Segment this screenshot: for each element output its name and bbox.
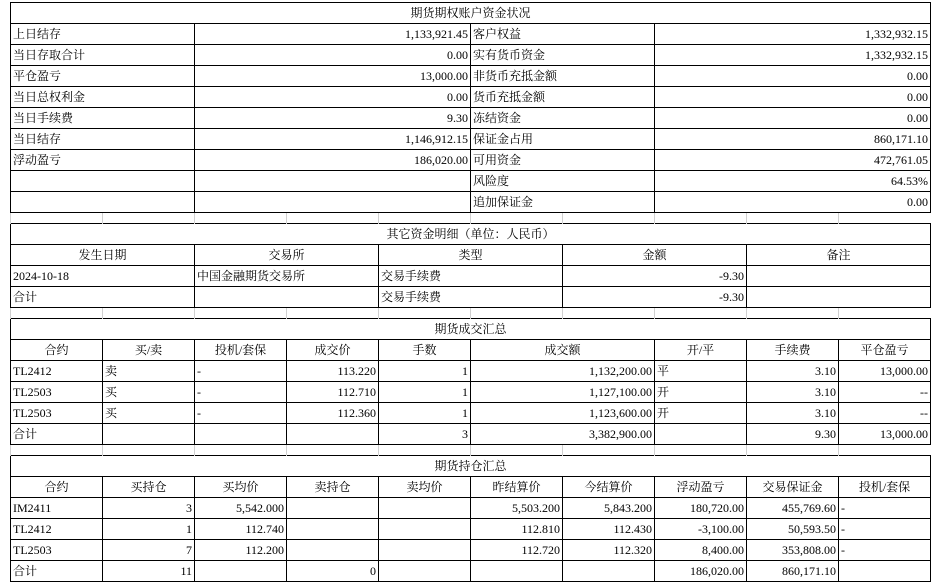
trade-lots: 1 xyxy=(379,361,471,382)
pos-sell-avg xyxy=(379,561,471,582)
pos-buy-avg: 112.200 xyxy=(195,540,287,561)
pos-margin: 50,593.50 xyxy=(747,519,839,540)
pos-buy-qty: 11 xyxy=(103,561,195,582)
trade-hedge: - xyxy=(195,403,287,424)
pos-buy-qty: 1 xyxy=(103,519,195,540)
pos-buy-avg: 5,542.000 xyxy=(195,498,287,519)
account-left-value: 1,146,912.15 xyxy=(195,129,471,150)
header-side: 买/卖 xyxy=(103,340,195,361)
account-left-value: 0.00 xyxy=(195,87,471,108)
pos-contract: 合计 xyxy=(11,561,103,582)
pos-sell-avg xyxy=(379,498,471,519)
other-exchange: 中国金融期货交易所 xyxy=(195,266,379,287)
pos-buy-avg: 112.740 xyxy=(195,519,287,540)
pos-float-pnl: -3,100.00 xyxy=(655,519,747,540)
header-fee: 手续费 xyxy=(747,340,839,361)
pos-buy-qty: 7 xyxy=(103,540,195,561)
other-funds-title-row xyxy=(11,224,931,245)
pos-header: 卖持仓 xyxy=(287,477,379,498)
trade-contract: TL2412 xyxy=(11,361,103,382)
header-date: 发生日期 xyxy=(11,245,195,266)
account-title-row xyxy=(11,3,931,24)
account-right-label: 风险度 xyxy=(471,171,655,192)
pos-sell-qty xyxy=(287,498,379,519)
header-contract: 合约 xyxy=(11,340,103,361)
trade-fee: 3.10 xyxy=(747,361,839,382)
account-row xyxy=(11,171,931,192)
trade-close-pnl: -- xyxy=(839,382,931,403)
account-row xyxy=(11,45,931,66)
trades-header-row xyxy=(11,340,931,361)
pos-today-settle xyxy=(563,561,655,582)
pos-header: 浮动盈亏 xyxy=(655,477,747,498)
pos-sell-qty xyxy=(287,519,379,540)
other-type: 交易手续费 xyxy=(379,266,563,287)
pos-float-pnl: 180,720.00 xyxy=(655,498,747,519)
trade-open-close xyxy=(655,424,747,445)
section-gap xyxy=(11,445,931,456)
account-left-label: 当日存取合计 xyxy=(11,45,195,66)
pos-sell-avg xyxy=(379,519,471,540)
trade-fee: 3.10 xyxy=(747,403,839,424)
account-title: 期货期权账户资金状况 xyxy=(11,3,931,24)
header-type: 类型 xyxy=(379,245,563,266)
account-right-label: 追加保证金 xyxy=(471,192,655,213)
pos-header: 交易保证金 xyxy=(747,477,839,498)
account-left-value: 1,133,921.45 xyxy=(195,24,471,45)
account-left-label xyxy=(11,171,195,192)
pos-today-settle: 112.430 xyxy=(563,519,655,540)
trade-lots: 1 xyxy=(379,403,471,424)
account-right-value: 0.00 xyxy=(655,192,931,213)
account-right-value: 472,761.05 xyxy=(655,150,931,171)
account-row xyxy=(11,192,931,213)
account-left-label: 浮动盈亏 xyxy=(11,150,195,171)
trade-side: 买 xyxy=(103,382,195,403)
pos-hedge xyxy=(839,561,931,582)
account-left-label: 当日总权利金 xyxy=(11,87,195,108)
account-row xyxy=(11,87,931,108)
account-right-value: 0.00 xyxy=(655,87,931,108)
other-amount: -9.30 xyxy=(563,287,747,308)
positions-header-row xyxy=(11,477,931,498)
other-funds-title: 其它资金明细（单位：人民币） xyxy=(11,224,931,245)
pos-buy-qty: 3 xyxy=(103,498,195,519)
trade-hedge xyxy=(195,424,287,445)
account-right-label: 客户权益 xyxy=(471,24,655,45)
positions-row xyxy=(11,519,931,540)
trade-open-close: 开 xyxy=(655,403,747,424)
other-funds-row xyxy=(11,266,931,287)
pos-today-settle: 5,843.200 xyxy=(563,498,655,519)
pos-today-settle: 112.320 xyxy=(563,540,655,561)
header-exchange: 交易所 xyxy=(195,245,379,266)
account-left-value: 0.00 xyxy=(195,45,471,66)
pos-sell-avg xyxy=(379,540,471,561)
other-funds-header-row xyxy=(11,245,931,266)
account-row xyxy=(11,129,931,150)
trade-turnover: 1,123,600.00 xyxy=(471,403,655,424)
account-right-value: 1,332,932.15 xyxy=(655,24,931,45)
trade-turnover: 1,132,200.00 xyxy=(471,361,655,382)
pos-hedge: - xyxy=(839,519,931,540)
account-row xyxy=(11,66,931,87)
account-right-value: 0.00 xyxy=(655,66,931,87)
account-left-label: 当日结存 xyxy=(11,129,195,150)
trade-price: 113.220 xyxy=(287,361,379,382)
pos-header: 投机/套保 xyxy=(839,477,931,498)
account-right-value: 1,332,932.15 xyxy=(655,45,931,66)
trades-row xyxy=(11,361,931,382)
other-funds-row xyxy=(11,287,931,308)
account-row xyxy=(11,108,931,129)
trade-turnover: 1,127,100.00 xyxy=(471,382,655,403)
trades-row xyxy=(11,403,931,424)
account-right-value: 64.53% xyxy=(655,171,931,192)
account-row xyxy=(11,24,931,45)
positions-row xyxy=(11,561,931,582)
account-left-value xyxy=(195,171,471,192)
trade-price xyxy=(287,424,379,445)
other-note xyxy=(747,287,931,308)
account-body xyxy=(11,24,931,213)
pos-prev-settle xyxy=(471,561,563,582)
statement-table xyxy=(10,2,931,582)
trade-contract: TL2503 xyxy=(11,403,103,424)
section-gap xyxy=(11,308,931,319)
trade-lots: 1 xyxy=(379,382,471,403)
other-date: 合计 xyxy=(11,287,195,308)
positions-row xyxy=(11,498,931,519)
trade-lots: 3 xyxy=(379,424,471,445)
pos-header: 买持仓 xyxy=(103,477,195,498)
other-type: 交易手续费 xyxy=(379,287,563,308)
trade-side: 买 xyxy=(103,403,195,424)
pos-header: 今结算价 xyxy=(563,477,655,498)
header-price: 成交价 xyxy=(287,340,379,361)
positions-title: 期货持仓汇总 xyxy=(11,456,931,477)
pos-hedge: - xyxy=(839,498,931,519)
trade-contract: TL2503 xyxy=(11,382,103,403)
pos-float-pnl: 8,400.00 xyxy=(655,540,747,561)
account-left-value: 13,000.00 xyxy=(195,66,471,87)
other-funds-body xyxy=(11,266,931,308)
trades-row xyxy=(11,382,931,403)
header-lots: 手数 xyxy=(379,340,471,361)
trade-open-close: 平 xyxy=(655,361,747,382)
account-right-label: 非货币充抵金额 xyxy=(471,66,655,87)
other-exchange xyxy=(195,287,379,308)
trade-side xyxy=(103,424,195,445)
pos-hedge: - xyxy=(839,540,931,561)
pos-prev-settle: 5,503.200 xyxy=(471,498,563,519)
trade-close-pnl: 13,000.00 xyxy=(839,424,931,445)
pos-header: 合约 xyxy=(11,477,103,498)
trades-title-row xyxy=(11,319,931,340)
positions-body xyxy=(11,498,931,582)
statement-sheet xyxy=(10,2,931,582)
account-right-label: 实有货币资金 xyxy=(471,45,655,66)
pos-header: 卖均价 xyxy=(379,477,471,498)
header-note: 备注 xyxy=(747,245,931,266)
trade-fee: 3.10 xyxy=(747,382,839,403)
pos-header: 昨结算价 xyxy=(471,477,563,498)
pos-float-pnl: 186,020.00 xyxy=(655,561,747,582)
pos-sell-qty: 0 xyxy=(287,561,379,582)
section-gap xyxy=(11,213,931,224)
account-left-label xyxy=(11,192,195,213)
trade-open-close: 开 xyxy=(655,382,747,403)
trades-body xyxy=(11,361,931,445)
trades-row xyxy=(11,424,931,445)
other-note xyxy=(747,266,931,287)
pos-buy-avg xyxy=(195,561,287,582)
account-right-value: 0.00 xyxy=(655,108,931,129)
positions-title-row xyxy=(11,456,931,477)
account-row xyxy=(11,150,931,171)
header-close-pnl: 平仓盈亏 xyxy=(839,340,931,361)
trade-close-pnl: 13,000.00 xyxy=(839,361,931,382)
trade-price: 112.710 xyxy=(287,382,379,403)
pos-contract: IM2411 xyxy=(11,498,103,519)
account-right-label: 冻结资金 xyxy=(471,108,655,129)
account-right-label: 货币充抵金额 xyxy=(471,87,655,108)
pos-sell-qty xyxy=(287,540,379,561)
pos-contract: TL2412 xyxy=(11,519,103,540)
account-left-value: 186,020.00 xyxy=(195,150,471,171)
header-amount: 金额 xyxy=(563,245,747,266)
account-right-label: 保证金占用 xyxy=(471,129,655,150)
trade-side: 卖 xyxy=(103,361,195,382)
account-left-value xyxy=(195,192,471,213)
other-date: 2024-10-18 xyxy=(11,266,195,287)
pos-margin: 860,171.10 xyxy=(747,561,839,582)
pos-header: 买均价 xyxy=(195,477,287,498)
header-open-close: 开/平 xyxy=(655,340,747,361)
other-amount: -9.30 xyxy=(563,266,747,287)
trade-price: 112.360 xyxy=(287,403,379,424)
pos-margin: 455,769.60 xyxy=(747,498,839,519)
header-hedge: 投机/套保 xyxy=(195,340,287,361)
trade-hedge: - xyxy=(195,361,287,382)
pos-prev-settle: 112.720 xyxy=(471,540,563,561)
account-left-label: 平仓盈亏 xyxy=(11,66,195,87)
account-right-value: 860,171.10 xyxy=(655,129,931,150)
trade-contract: 合计 xyxy=(11,424,103,445)
trade-close-pnl: -- xyxy=(839,403,931,424)
account-left-value: 9.30 xyxy=(195,108,471,129)
account-left-label: 上日结存 xyxy=(11,24,195,45)
account-right-label: 可用资金 xyxy=(471,150,655,171)
pos-contract: TL2503 xyxy=(11,540,103,561)
header-turnover: 成交额 xyxy=(471,340,655,361)
account-left-label: 当日手续费 xyxy=(11,108,195,129)
positions-row xyxy=(11,540,931,561)
pos-margin: 353,808.00 xyxy=(747,540,839,561)
trade-fee: 9.30 xyxy=(747,424,839,445)
trade-turnover: 3,382,900.00 xyxy=(471,424,655,445)
trade-hedge: - xyxy=(195,382,287,403)
pos-prev-settle: 112.810 xyxy=(471,519,563,540)
trades-title: 期货成交汇总 xyxy=(11,319,931,340)
